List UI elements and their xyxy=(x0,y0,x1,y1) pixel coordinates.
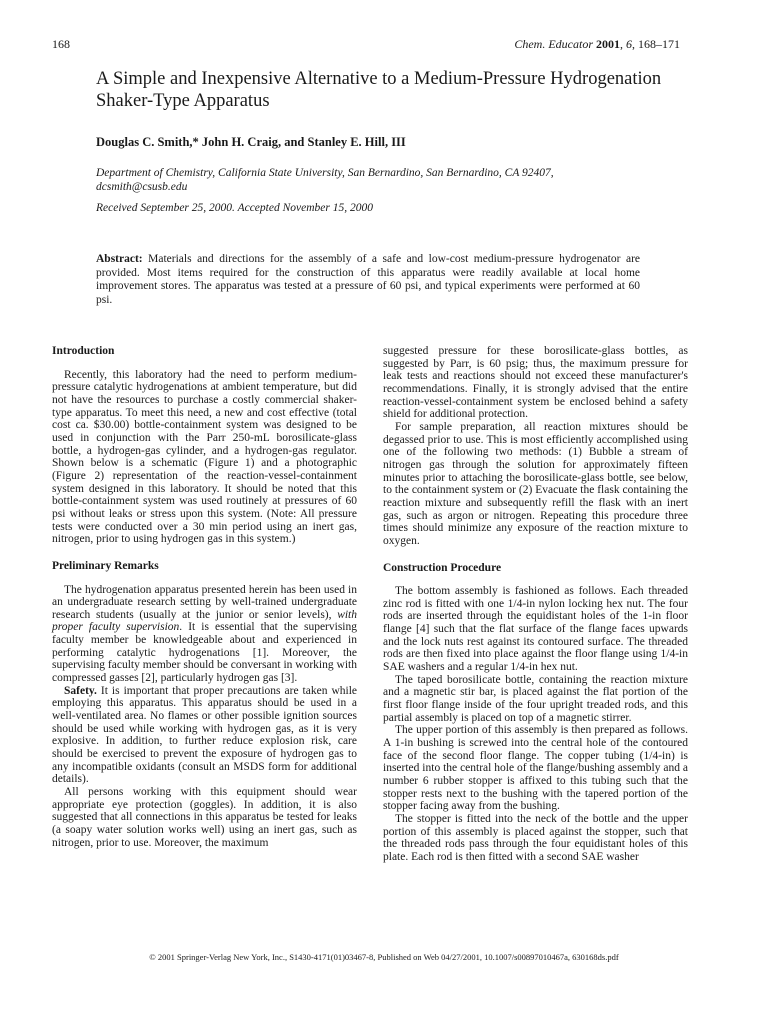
preliminary-text-b: . It is essential that the supervising faculty member be knowledgeable about and experienced in performing catalytic hydrogenations [1]. Moreover, the supervising faculty member should be conversant in working with compressed gasses [2], particularly hydrogen gas [3]. xyxy=(52,621,357,685)
continued-paragraph: suggested pressure for these borosilicate-glass bottles, as suggested by Parr, is 60 psig; thus, the maximum pressure for leak tests and reactions should not exceed these manufacturer's recommendations. Finally, it is strongly advised that the entire reaction-vessel-containment system be enclosed behind a safety shield for additional protection. xyxy=(383,345,688,421)
author-list: Douglas C. Smith,* John H. Craig, and Stanley E. Hill, III xyxy=(96,135,406,149)
abstract-label: Abstract: xyxy=(96,253,143,265)
article-title: A Simple and Inexpensive Alternative to a Medium-Pressure Hydrogenation Shaker-Type Apparatus xyxy=(96,69,662,111)
journal-name: Chem. Educator xyxy=(514,37,593,51)
safety-paragraph xyxy=(52,685,357,786)
preliminary-remarks-heading: Preliminary Remarks xyxy=(52,559,159,572)
abstract xyxy=(96,253,640,307)
introduction-paragraph: Recently, this laboratory had the need to perform medium-pressure catalytic hydrogenations at ambient temperature, but did not have the resources to purchase a costly commercial shaker-type apparatus. To meet this need, a new and cost effective (total cost ca. $30.00) bottle-containment system was designed to be used in conjunction with the Parr 250-mL borosilicate-glass bottle, a hydrogen-gas cylinder, and a hydrogen-gas regulator. Shown below is a schematic (Figure 1) and a photographic (Figure 2) representation of the reaction-vessel-containment system designed in this laboratory. It should be noted that this bottle-containment system was used routinely at pressures of 60 psi without leaks or stress upon this system. (Note: All pressure tests were conducted over a 30 min period using an inert gas, nitrogen, prior to using hydrogen gas in this system.) xyxy=(52,368,357,546)
construction-paragraph-1: The bottom assembly is fashioned as follows. Each threaded zinc rod is fitted with one 1/4-in nylon locking hex nut. The four rods are inserted through the equidistant holes of the 1-in floor flange [4] such that the flat surface of the flange faces upwards and the lock nuts rest against its contoured surface. The threaded rods are then fixed into place against the floor flange using 1/4-in SAE washers and a regular 1/4-in hex nut. xyxy=(383,585,688,674)
journal-volume: 6 xyxy=(626,37,632,51)
construction-paragraph-4: The stopper is fitted into the neck of the bottle and the upper portion of this assembly is placed against the stopper, such that the threaded rods pass through the four equidistant holes of this plate. Each rod is then fitted with a second SAE washer xyxy=(383,812,688,863)
preliminary-text-a: The hydrogenation apparatus presented herein has been used in an undergraduate research setting by well-trained undergraduate research students (usually at the junior or senior levels), xyxy=(52,583,357,621)
page-number: 168 xyxy=(52,37,70,51)
affiliation xyxy=(96,166,696,194)
author-email: dcsmith@csusb.edu xyxy=(96,181,188,193)
journal-year: 2001 xyxy=(596,37,620,51)
abstract-text: Materials and directions for the assembly of a safe and low-cost medium-pressure hydrogenator are provided. Most items required for the construction of this apparatus were readily available at local home improvement stores. The apparatus was tested at a pressure of 60 psi, and typical experiments were performed at 60 psi. xyxy=(96,253,641,306)
construction-paragraph-3: The upper portion of this assembly is then prepared as follows. A 1-in bushing is screwed into the central hole of the contoured face of the second floor flange. The copper tubing (1/4-in) is inserted into the central hole of the flange/bushing assembly and a number 6 rubber stopper is affixed to this tubing such that the stopper rests next to the bushing with the tapered portion of the stopper facing away from the bushing. xyxy=(383,724,688,813)
department-address: Department of Chemistry, California State University, San Bernardino, San Bernardino, CA 92407, xyxy=(96,167,554,179)
copyright-footer: © 2001 Springer-Verlag New York, Inc., S1430-4171(01)03467-8, Published on Web 04/27/2001, 10.1007/s00897010467a, 630168ds.pdf xyxy=(149,952,619,962)
safety-text: It is important that proper precautions are taken while employing this apparatus. This apparatus should be used in a well-ventilated area. No flames or other possible ignition sources should be used while working with hydrogen gas, as it is very explosive. In addition, to further reduce explosion risk, care should be exercised to prevent the exposure of hydrogen gas to any incompatible oxidants (consult an MSDS form for additional details). xyxy=(52,684,357,786)
left-column xyxy=(52,345,357,849)
introduction-heading: Introduction xyxy=(52,345,115,357)
eye-protection-paragraph: All persons working with this equipment should wear appropriate eye protection (goggles). In addition, it is also suggested that all connections in this apparatus be tested for leaks (a soapy water solution works well) using an inert gas, such as nitrogen, prior to use. Moreover, the maximum xyxy=(52,786,357,849)
journal-pages: , 168–171 xyxy=(632,37,680,51)
preliminary-paragraph xyxy=(52,584,357,685)
received-dates: Received September 25, 2000. Accepted November 15, 2000 xyxy=(96,202,373,214)
sample-preparation-paragraph: For sample preparation, all reaction mixtures should be degassed prior to use. This is most efficiently accomplished using one of the following two methods: (1) Bubble a stream of nitrogen gas through the solution for approximately fifteen minutes prior to attaching the borosilicate-glass bottle, see below, to the containment system or (2) Evacuate the flask containing the reaction mixture and subsequently refill the flask with an inert gas, such as argon or nitrogen. Repeating this procedure three times should minimize any exposure of the reaction mixture to oxygen. xyxy=(383,420,688,547)
faculty-supervision-emphasis: with proper faculty supervision xyxy=(52,608,357,634)
safety-label: Safety. xyxy=(64,684,97,697)
construction-procedure-heading: Construction Procedure xyxy=(383,561,502,574)
journal-reference: Chem. Educator 2001, 6, 168–171 xyxy=(514,37,680,51)
construction-paragraph-2: The taped borosilicate bottle, containing the reaction mixture and a magnetic stir bar, is placed against the flat portion of the first floor flange inside of the four upright treaded rods, and this partial assembly is placed on top of a magnetic stirrer. xyxy=(383,673,688,724)
right-column xyxy=(383,345,688,864)
